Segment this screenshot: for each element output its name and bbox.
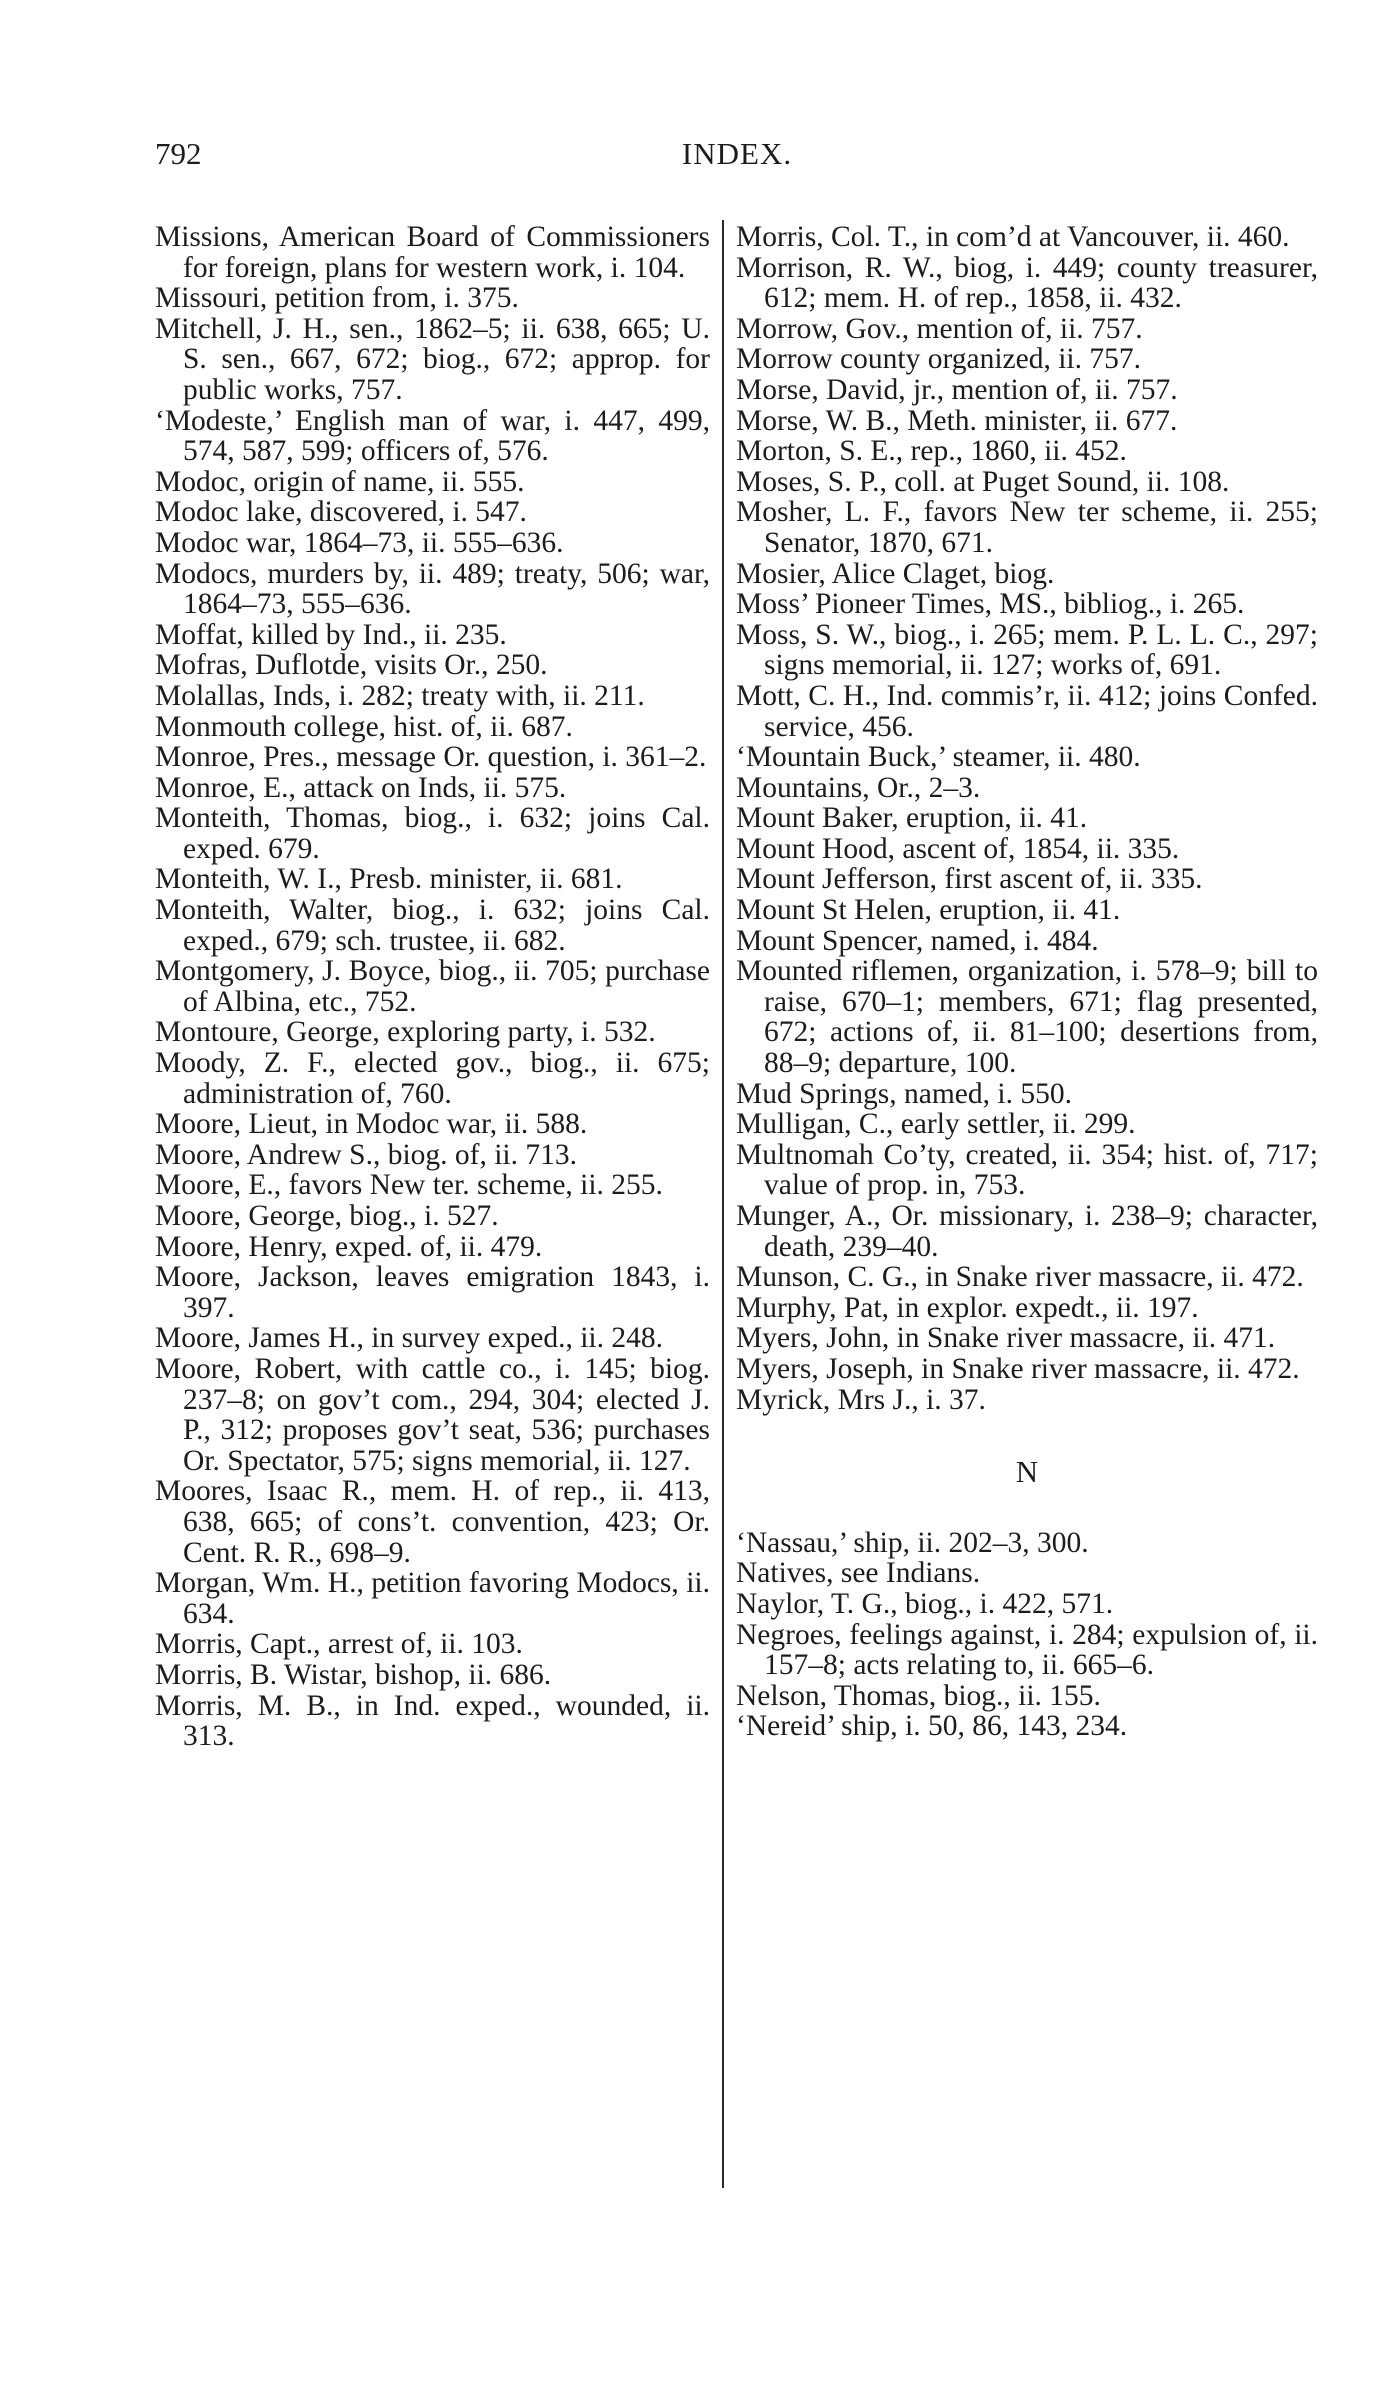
index-entry: Modocs, murders by, ii. 489; treaty, 506; war, 1864–73, 555–636. <box>155 557 710 621</box>
index-entry: Mount Hood, ascent of, 1854, ii. 335. <box>736 832 1180 865</box>
index-entry: Modoc lake, discovered, i. 547. <box>155 496 527 529</box>
index-entry: Missouri, petition from, i. 375. <box>155 282 519 315</box>
index-entry: Multnomah Co’ty, created, ii. 354; hist. of, 717; value of prop. in, 753. <box>736 1138 1318 1202</box>
index-entry: Montgomery, J. Boyce, biog., ii. 705; purchase of Albina, etc., 752. <box>155 955 710 1018</box>
index-entry: Moss, S. W., biog., i. 265; mem. P. L. L. C., 297; signs memorial, ii. 127; works of, 691. <box>736 618 1318 682</box>
page-header <box>155 136 1319 176</box>
index-entry: Moore, Jackson, leaves emigration 1843, i. 397. <box>155 1261 710 1324</box>
index-entry: Moores, Isaac R., mem. H. of rep., ii. 413, 638, 665; of cons’t. convention, 423; Or. Cent. R. R., 698–9. <box>155 1475 710 1569</box>
index-entry: Molallas, Inds, i. 282; treaty with, ii. 211. <box>155 679 645 712</box>
index-entry: Moffat, killed by Ind., ii. 235. <box>155 618 507 651</box>
index-entry: Mud Springs, named, i. 550. <box>736 1077 1072 1110</box>
index-entry: Mounted riflemen, organization, i. 578–9; bill to raise, 670–1; members, 671; flag presented, 672; actions of, ii. 81–100; desertions from, 88–9; departure, 100. <box>736 955 1318 1080</box>
index-entry: ‘Modeste,’ English man of war, i. 447, 499, 574, 587, 599; officers of, 576. <box>155 404 710 468</box>
index-entry: Monteith, Thomas, biog., i. 632; joins Cal. exped. 679. <box>155 802 710 865</box>
index-entry: Montoure, George, exploring party, i. 532. <box>155 1016 656 1049</box>
index-entry: Mount Spencer, named, i. 484. <box>736 924 1099 957</box>
index-entry: Nelson, Thomas, biog., ii. 155. <box>736 1679 1101 1712</box>
section-letter-n: N <box>1015 1454 1039 1490</box>
index-entry: ‘Nereid’ ship, i. 50, 86, 143, 234. <box>736 1710 1128 1743</box>
index-entry: Mosher, L. F., favors New ter scheme, ii. 255; Senator, 1870, 671. <box>736 496 1318 559</box>
index-entry: Morris, M. B., in Ind. exped., wounded, ii. 313. <box>155 1689 710 1753</box>
index-entry: Morse, W. B., Meth. minister, ii. 677. <box>736 404 1178 437</box>
index-entry: Moore, Lieut, in Modoc war, ii. 588. <box>155 1108 588 1141</box>
index-entry: Moss’ Pioneer Times, MS., bibliog., i. 265. <box>736 588 1245 621</box>
index-entry: Mount Baker, eruption, ii. 41. <box>736 802 1088 835</box>
index-entry: Mofras, Duflotde, visits Or., 250. <box>155 649 548 682</box>
index-entry: Myers, John, in Snake river massacre, ii. 471. <box>736 1322 1276 1355</box>
index-entry: Moore, George, biog., i. 527. <box>155 1200 499 1232</box>
index-entry: Mount Jefferson, first ascent of, ii. 335. <box>736 863 1203 896</box>
index-entry: Monroe, E., attack on Inds, ii. 575. <box>155 771 567 804</box>
index-entry: Moody, Z. F., elected gov., biog., ii. 675; administration of, 760. <box>155 1047 710 1110</box>
index-entry: Mitchell, J. H., sen., 1862–5; ii. 638, 665; U. S. sen., 667, 672; biog., 672; approp. for public works, 757. <box>155 312 710 406</box>
index-entry: Monroe, Pres., message Or. question, i. 361–2. <box>155 741 707 774</box>
index-entry: Morse, David, jr., mention of, ii. 757. <box>736 373 1178 406</box>
index-entry: Moore, Andrew S., biog. of, ii. 713. <box>155 1138 577 1171</box>
index-entry: Missions, American Board of Commissioners for foreign, plans for western work, i. 104. <box>155 221 710 284</box>
index-entry: Mulligan, C., early settler, ii. 299. <box>736 1108 1136 1141</box>
index-entry: Munger, A., Or. missionary, i. 238–9; character, death, 239–40. <box>736 1200 1318 1263</box>
index-column-right <box>736 222 1318 1742</box>
index-entry: Morris, Col. T., in com’d at Vancouver, ii. 460. <box>736 221 1290 253</box>
index-entry: Negroes, feelings against, i. 284; expulsion of, ii. 157–8; acts relating to, ii. 665–6. <box>736 1618 1318 1682</box>
index-entry: Munson, C. G., in Snake river massacre, ii. 472. <box>736 1261 1304 1294</box>
running-head: INDEX. <box>681 136 793 171</box>
index-entry: Murphy, Pat, in explor. expedt., ii. 197. <box>736 1291 1199 1324</box>
index-entry: Morton, S. E., rep., 1860, ii. 452. <box>736 435 1127 468</box>
index-entry: Moore, Henry, exped. of, ii. 479. <box>155 1230 543 1263</box>
index-entry: Natives, see Indians. <box>736 1557 981 1590</box>
index-entry: ‘Mountain Buck,’ steamer, ii. 480. <box>736 741 1141 774</box>
index-entry: Myrick, Mrs J., i. 37. <box>736 1383 986 1416</box>
index-column-left <box>155 222 710 1752</box>
index-entry: Monteith, Walter, biog., i. 632; joins Cal. exped., 679; sch. trustee, ii. 682. <box>155 894 710 957</box>
index-entry: Modoc, origin of name, ii. 555. <box>155 465 525 498</box>
index-entry: Morris, B. Wistar, bishop, ii. 686. <box>155 1658 552 1691</box>
index-entry: Monmouth college, hist. of, ii. 687. <box>155 710 573 743</box>
index-entry: Morris, Capt., arrest of, ii. 103. <box>155 1628 523 1661</box>
index-entry: Mott, C. H., Ind. commis’r, ii. 412; joins Confed. service, 456. <box>736 679 1318 743</box>
index-entry: Mountains, Or., 2–3. <box>736 771 981 804</box>
index-entry: Moore, Robert, with cattle co., i. 145; biog. 237–8; on gov’t com., 294, 304; elected J. P., 312; proposes gov’t seat, 536; purchases Or. Spectator, 575; signs memorial, ii. 127. <box>155 1352 710 1477</box>
index-entry: Mosier, Alice Claget, biog. <box>736 557 1055 590</box>
index-entry: Moses, S. P., coll. at Puget Sound, ii. 108. <box>736 465 1230 498</box>
index-group-m <box>736 222 1318 1415</box>
index-entry: Myers, Joseph, in Snake river massacre, ii. 472. <box>736 1352 1300 1385</box>
page-number: 792 <box>155 136 202 171</box>
index-entry: Naylor, T. G., biog., i. 422, 571. <box>736 1587 1114 1620</box>
index-entry: Modoc war, 1864–73, ii. 555–636. <box>155 526 564 559</box>
index-group-n <box>736 1528 1318 1742</box>
index-entry: Morrow county organized, ii. 757. <box>736 343 1142 376</box>
index-entry: Morrow, Gov., mention of, ii. 757. <box>736 312 1143 345</box>
index-entry: Morgan, Wm. H., petition favoring Modocs, ii. 634. <box>155 1567 710 1630</box>
index-entry: Mount St Helen, eruption, ii. 41. <box>736 894 1121 927</box>
index-entry: Moore, E., favors New ter. scheme, ii. 255. <box>155 1169 663 1202</box>
index-entry: Moore, James H., in survey exped., ii. 248. <box>155 1322 663 1355</box>
index-entry: Morrison, R. W., biog, i. 449; county treasurer, 612; mem. H. of rep., 1858, ii. 432. <box>736 251 1318 315</box>
column-divider <box>722 220 724 2188</box>
index-entry: ‘Nassau,’ ship, ii. 202–3, 300. <box>736 1526 1089 1559</box>
index-entry: Monteith, W. I., Presb. minister, ii. 681. <box>155 863 623 896</box>
